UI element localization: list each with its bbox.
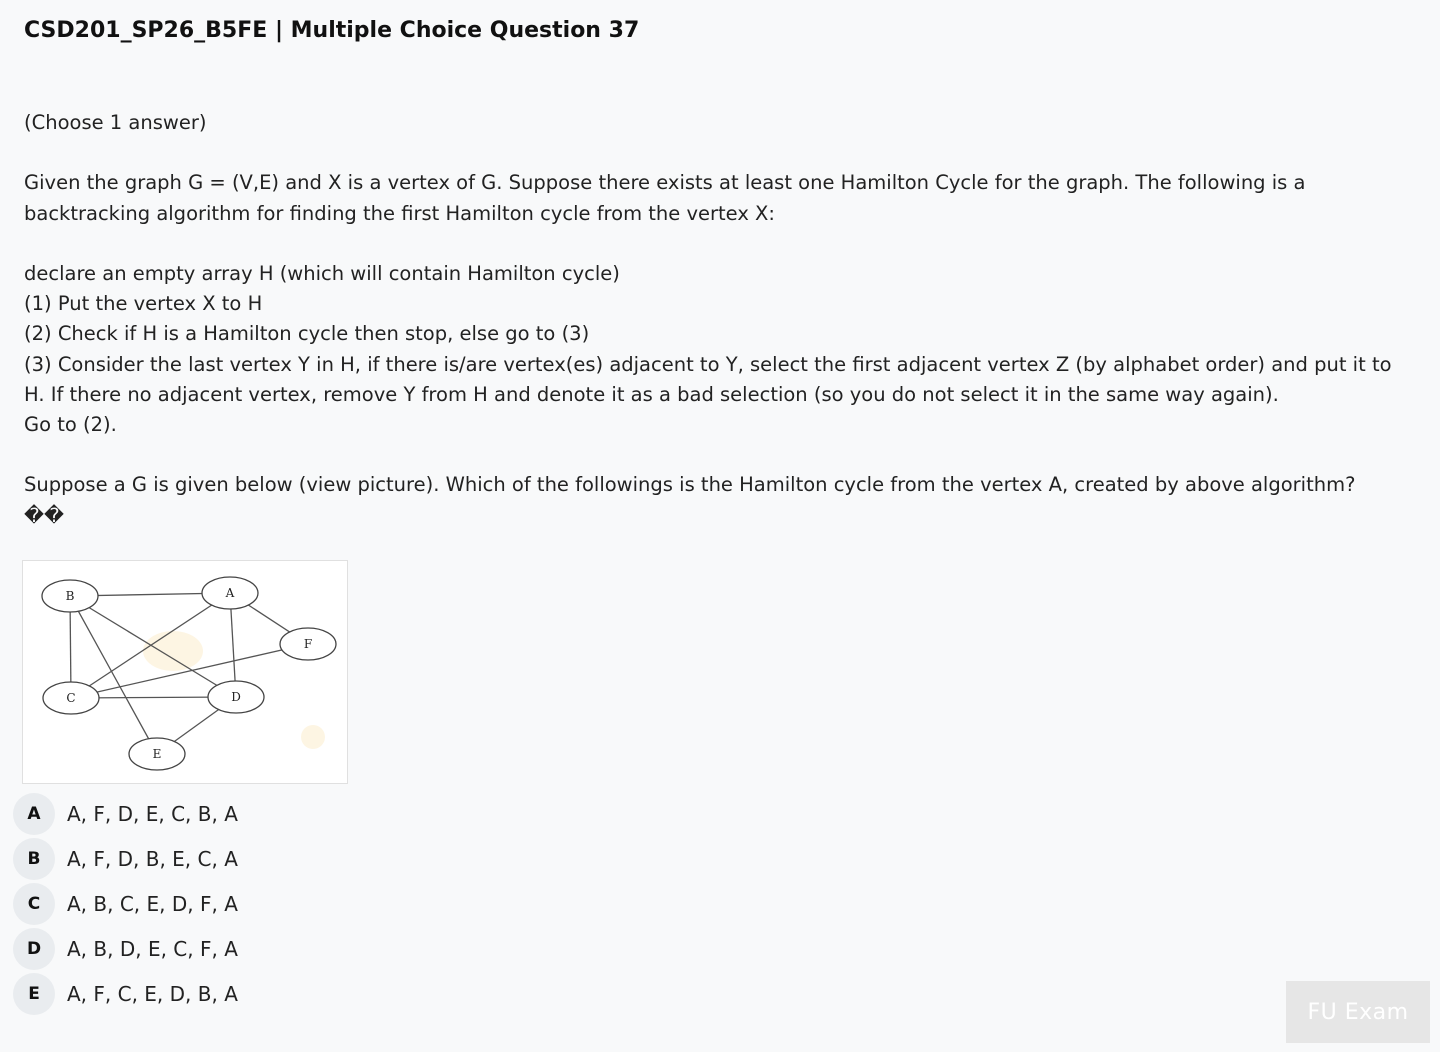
option-text[interactable]: A, F, D, B, E, C, A <box>67 847 238 872</box>
algorithm-line: (2) Check if H is a Hamilton cycle then stop, else go to (3) <box>24 322 590 346</box>
algorithm-line: (1) Put the vertex X to H <box>24 292 263 316</box>
graph-vertices <box>42 577 336 770</box>
vertex-b <box>42 580 98 612</box>
image-smudge <box>301 725 325 749</box>
question-paragraph-intro: Given the graph G = (V,E) and X is a vertex of G. Suppose there exists at least one Hamilton Cycle for the graph. The following is a backtracking algorithm for finding the first Hamilton cycle from the vertex X: <box>24 171 1306 225</box>
answer-option-a[interactable] <box>13 792 238 837</box>
watermark-text: FU Exam <box>1307 999 1409 1025</box>
edge-b-e <box>70 596 157 754</box>
question-body <box>24 108 1414 531</box>
option-text[interactable]: A, B, D, E, C, F, A <box>67 936 238 961</box>
svg-text:A: A <box>225 586 235 600</box>
answer-option-b[interactable] <box>13 837 238 882</box>
graph-diagram <box>23 561 347 783</box>
vertex-e <box>129 738 185 770</box>
page-title: CSD201_SP26_B5FE | Multiple Choice Question 37 <box>24 18 640 43</box>
image-smudge <box>143 631 203 671</box>
option-letter-badge[interactable]: B <box>13 838 55 880</box>
answer-option-d[interactable] <box>13 926 238 971</box>
vertex-c <box>43 682 99 714</box>
option-text[interactable]: A, F, C, E, D, B, A <box>67 981 238 1006</box>
fu-exam-watermark-logo <box>1286 981 1430 1043</box>
option-letter-badge[interactable]: E <box>13 973 55 1015</box>
graph-figure <box>22 560 348 784</box>
svg-text:D: D <box>231 690 241 704</box>
vertex-a <box>202 577 258 609</box>
vertex-d <box>208 681 264 713</box>
svg-text:C: C <box>66 691 76 705</box>
svg-text:B: B <box>65 589 75 603</box>
algorithm-line: declare an empty array H (which will contain Hamilton cycle) <box>24 261 620 285</box>
graph-edges <box>70 593 308 754</box>
question-prompt: Suppose a G is given below (view picture). Which of the followings is the Hamilton cycle from the vertex A, created by above algorithm? <box>24 473 1356 497</box>
svg-text:F: F <box>303 637 313 651</box>
answer-options <box>13 792 238 1016</box>
option-text[interactable]: A, B, C, E, D, F, A <box>67 891 238 916</box>
option-letter-badge[interactable]: D <box>13 928 55 970</box>
edge-a-c <box>71 593 230 698</box>
answer-option-e[interactable] <box>13 971 238 1016</box>
garbled-text: �� <box>24 503 64 527</box>
option-letter-badge[interactable]: A <box>13 793 55 835</box>
algorithm-line: Go to (2). <box>24 413 117 436</box>
vertex-f <box>280 628 336 660</box>
option-text[interactable]: A, F, D, E, C, B, A <box>67 802 238 827</box>
svg-text:E: E <box>152 747 162 761</box>
answer-option-c[interactable] <box>13 882 238 927</box>
question-instruction: (Choose 1 answer) <box>24 111 207 134</box>
algorithm-line: (3) Consider the last vertex Y in H, if there is/are vertex(es) adjacent to Y, select the first adjacent vertex Z (by alphabet order) and put it to H. If there no adjacent vertex, remove Y from H and denote it as a bad selection (so you do not select it in the same way again). <box>24 352 1392 406</box>
option-letter-badge[interactable]: C <box>13 883 55 925</box>
